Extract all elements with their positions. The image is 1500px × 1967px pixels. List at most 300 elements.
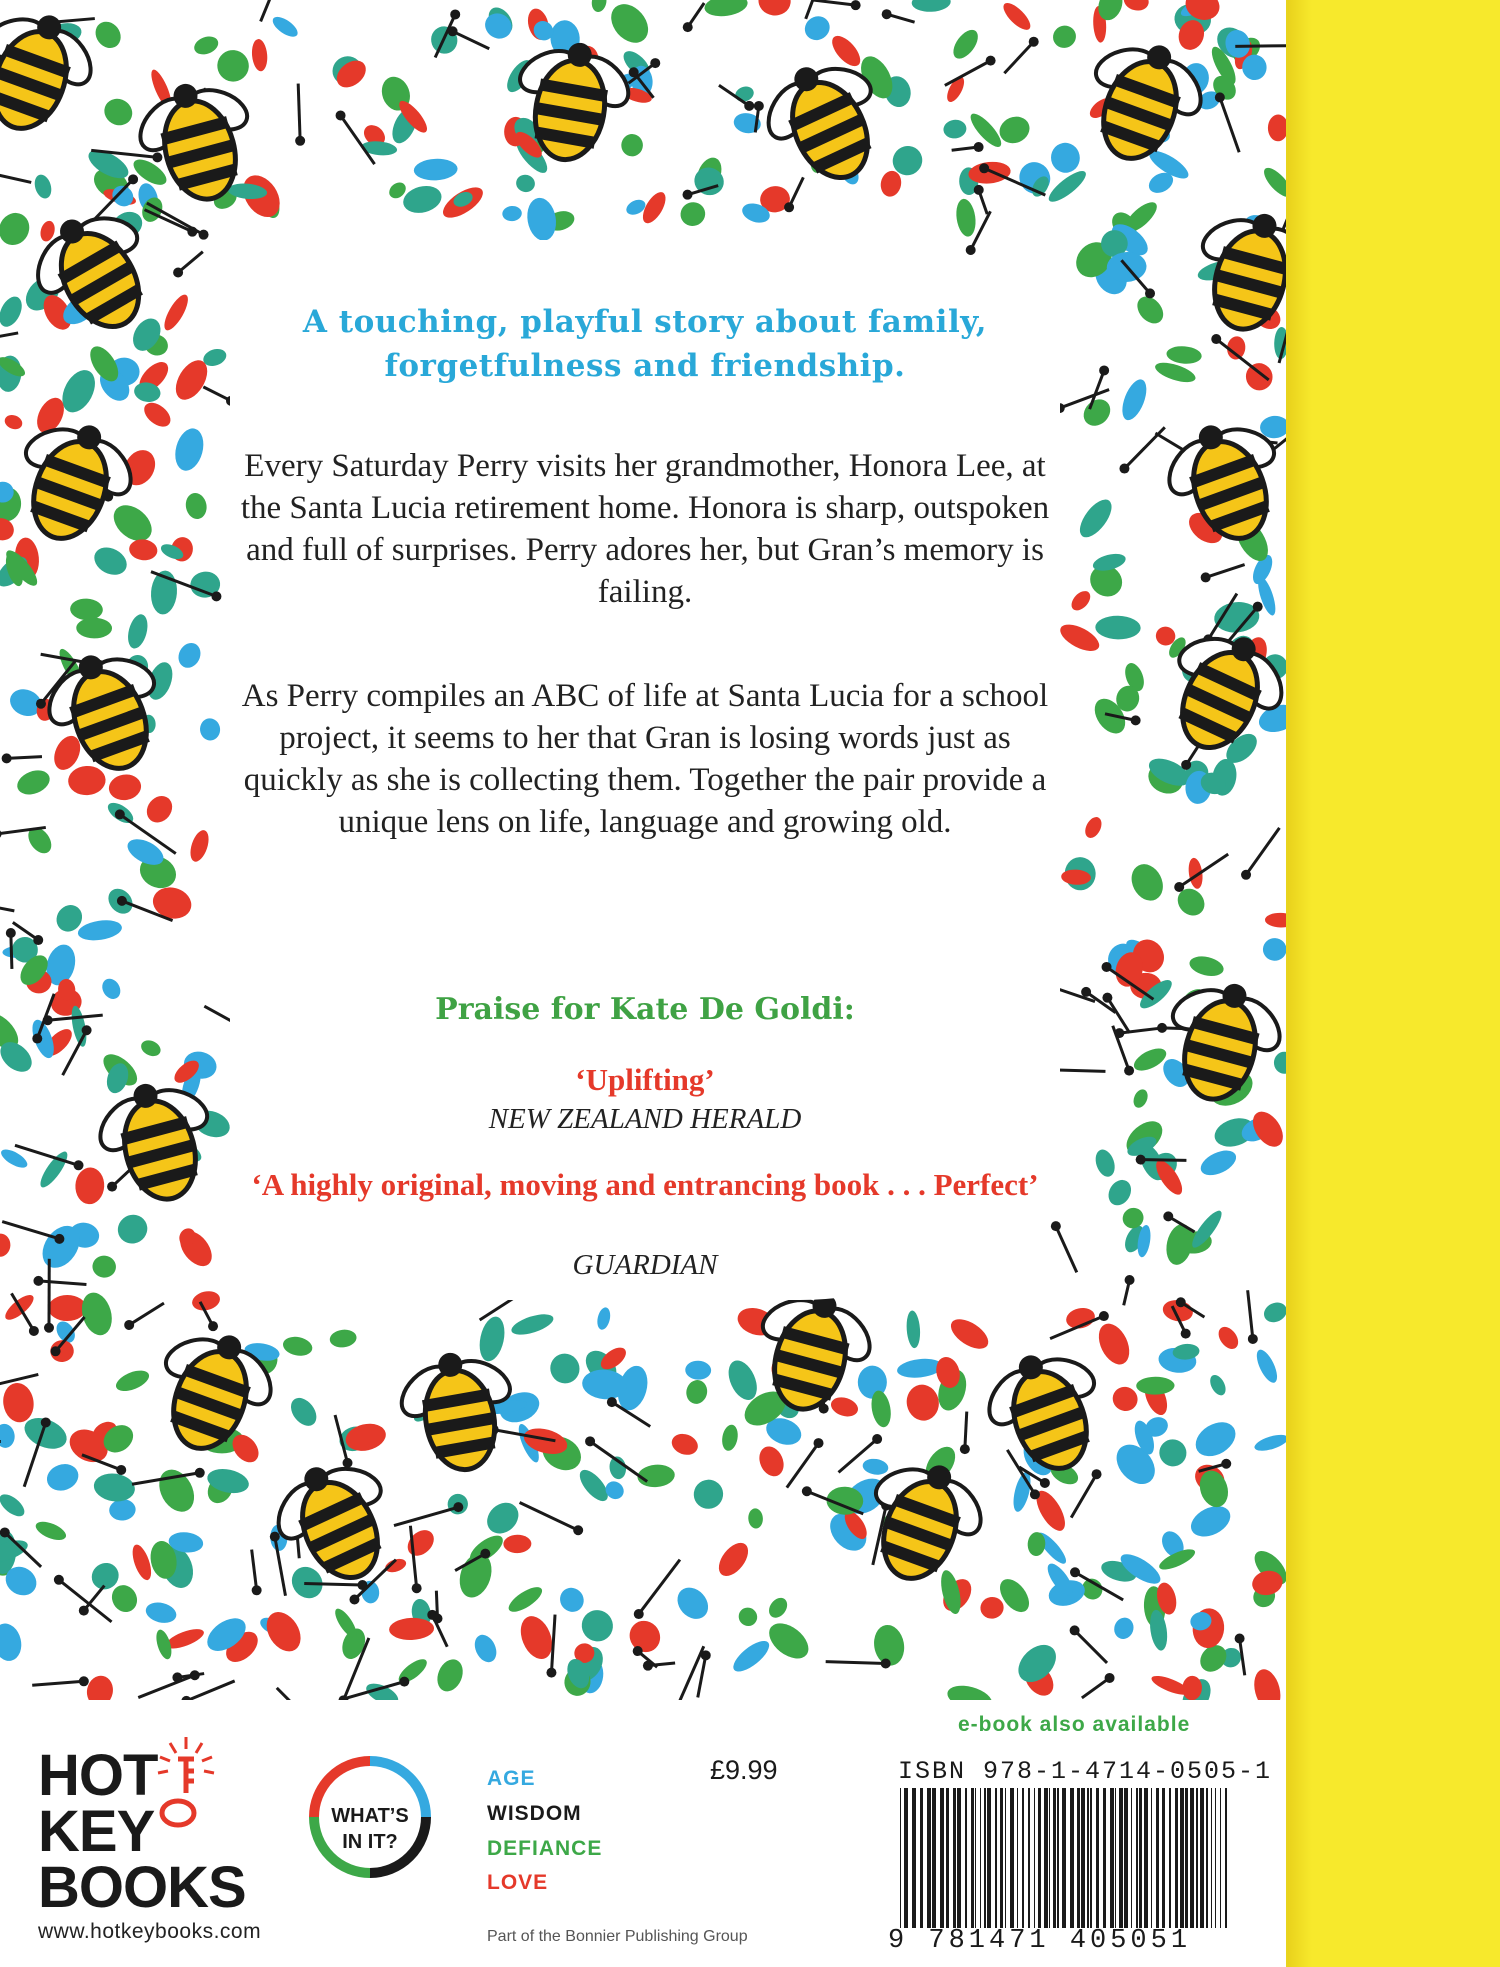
ink-dot (1102, 993, 1112, 1003)
ink-stick (0, 902, 14, 911)
color-dot (689, 1475, 728, 1514)
color-dot (763, 1616, 815, 1665)
color-dot (621, 133, 644, 157)
barcode-bar (1090, 1788, 1092, 1928)
ink-dot (6, 928, 16, 938)
ink-dot (683, 22, 693, 32)
ink-dot (1201, 572, 1211, 582)
barcode-bar (1110, 1788, 1114, 1928)
color-dot (946, 1313, 993, 1354)
color-dot (281, 1334, 314, 1358)
ink-dot (54, 1234, 64, 1244)
color-dot (827, 31, 865, 71)
color-dot (1262, 937, 1286, 961)
ink-dot (453, 1502, 463, 1512)
ink-dot (107, 1182, 117, 1192)
color-dot (125, 612, 151, 650)
ink-dot (124, 1320, 134, 1330)
ink-dot (349, 1594, 359, 1604)
barcode-bar (1124, 1788, 1128, 1928)
ink-dot (1211, 334, 1221, 344)
color-dot (1253, 1347, 1281, 1386)
color-dot (90, 17, 125, 53)
color-dot (139, 1037, 164, 1059)
color-dot (1166, 345, 1203, 365)
ink-dot (1102, 962, 1112, 972)
ink-dot (1070, 1567, 1080, 1577)
ink-stick (186, 1681, 234, 1700)
color-dot (1095, 615, 1141, 640)
ink-dot (195, 1468, 205, 1478)
color-dot (184, 491, 209, 521)
ink-stick (1246, 828, 1279, 875)
ink-dot (295, 136, 305, 146)
color-dot (76, 917, 123, 943)
ink-stick (394, 1507, 458, 1525)
ink-dot (115, 809, 125, 819)
barcode-bar (1017, 1788, 1018, 1928)
color-dot (546, 1349, 584, 1388)
color-dot (129, 1542, 155, 1582)
ink-dot (1051, 1221, 1061, 1231)
ink-dot (851, 0, 861, 10)
barcode-bar (932, 1788, 936, 1928)
barcode-bar (1175, 1788, 1178, 1928)
color-dot (286, 1393, 322, 1431)
barcode-bar (1057, 1788, 1059, 1928)
ink-stick (1179, 854, 1228, 887)
barcode-bar (1131, 1788, 1132, 1928)
color-dot (637, 1463, 676, 1488)
color-dot (1215, 1323, 1243, 1352)
color-dot (1186, 1500, 1235, 1543)
whats-in-it-label: WHAT’S IN IT? (331, 1805, 409, 1853)
ink-dot (607, 1397, 617, 1407)
ink-stick (1119, 1028, 1159, 1033)
ink-dot (979, 163, 989, 173)
ink-dot (336, 110, 346, 120)
barcode-bar (1196, 1788, 1198, 1928)
color-dot (187, 828, 212, 864)
color-dot (383, 1556, 407, 1574)
publisher-website: www.hotkeybooks.com (38, 1920, 262, 1943)
color-dot (1126, 859, 1169, 906)
barcode-bar (1077, 1788, 1080, 1928)
ink-dot (33, 935, 43, 945)
color-dot (67, 765, 106, 796)
ink-dot (986, 56, 996, 66)
ink-dot (1215, 92, 1225, 102)
barcode-bar (1053, 1788, 1056, 1928)
barcode-bar (1119, 1788, 1123, 1928)
ink-dot (1081, 987, 1091, 997)
color-dot (48, 1295, 86, 1321)
ink-dot (960, 1444, 970, 1454)
bee-icon (1064, 25, 1223, 179)
color-dot (624, 1615, 667, 1658)
ink-dot (181, 1696, 191, 1700)
barcode-bar (1215, 1788, 1216, 1928)
color-dot (1250, 1666, 1285, 1700)
color-dot (1122, 0, 1151, 13)
color-dot (1261, 1299, 1286, 1326)
ink-dot (1145, 288, 1155, 298)
ink-dot (1248, 1334, 1258, 1344)
ink-dot (1070, 1625, 1080, 1635)
barcode-bar (971, 1788, 974, 1928)
ink-dot (173, 267, 183, 277)
ink-dot (974, 142, 984, 152)
barcode-bar (1038, 1788, 1041, 1928)
ink-dot (1124, 1066, 1134, 1076)
barcode-bar (953, 1788, 956, 1928)
ink-stick (1004, 42, 1033, 74)
ink-stick (0, 173, 31, 183)
color-dot (735, 1604, 761, 1630)
color-dot (1260, 164, 1286, 201)
color-dot (99, 975, 124, 1002)
ink-dot (974, 185, 984, 195)
color-dot (879, 169, 904, 198)
bee-icon (254, 1442, 418, 1602)
color-dot (1189, 1415, 1241, 1463)
color-dot (1274, 1051, 1286, 1074)
barcode-bar (927, 1788, 931, 1928)
color-dot (84, 1673, 116, 1700)
ink-dot (1040, 1478, 1050, 1488)
ink-stick (1206, 565, 1245, 578)
color-dot (1188, 953, 1226, 979)
barcode-bar (995, 1788, 997, 1928)
color-dot (70, 598, 104, 621)
barcode-bar (1156, 1788, 1159, 1928)
color-dot (0, 293, 26, 330)
barcode-bar (965, 1788, 967, 1928)
color-dot (905, 1310, 921, 1348)
barcode-bar (984, 1788, 986, 1928)
ink-stick (520, 1502, 579, 1530)
color-dot (92, 1471, 137, 1504)
ink-dot (412, 1583, 422, 1593)
ink-stick (1141, 1160, 1187, 1161)
color-dot (505, 1583, 546, 1617)
ink-stick (138, 1675, 195, 1697)
barcode-icon (898, 1788, 1234, 1930)
ink-dot (1174, 882, 1184, 892)
barcode-bar (980, 1788, 981, 1928)
barcode-bar (1211, 1788, 1212, 1928)
color-dot (149, 883, 194, 923)
ink-dot (199, 230, 209, 240)
barcode-bar (1190, 1788, 1194, 1928)
color-dot (1048, 140, 1082, 175)
color-dot (514, 173, 536, 194)
color-dot (171, 425, 208, 474)
barcode-bar (1096, 1788, 1099, 1928)
ink-stick (826, 1662, 886, 1664)
color-dot (43, 1460, 82, 1495)
barcode-bar (1200, 1788, 1204, 1928)
ink-dot (881, 1658, 891, 1668)
color-dot (713, 1538, 754, 1582)
ink-dot (480, 1549, 490, 1559)
color-dot (999, 0, 1034, 34)
barcode-bar (1034, 1788, 1035, 1928)
barcode-bar (1136, 1788, 1138, 1928)
color-dot (1, 1381, 37, 1424)
barcode-bar (904, 1788, 908, 1928)
color-dot (91, 1254, 117, 1279)
ink-stick (298, 84, 300, 141)
ink-stick (965, 1412, 967, 1450)
color-dot (480, 8, 516, 43)
color-dot (1207, 1372, 1229, 1398)
barcode-bar (1115, 1788, 1116, 1928)
ink-dot (1114, 1028, 1124, 1038)
ink-stick (32, 1681, 84, 1685)
color-dot (954, 198, 978, 238)
ink-stick (0, 1441, 1, 1442)
ink-stick (7, 757, 42, 759)
ink-stick (1075, 1630, 1107, 1663)
color-dot (74, 1167, 105, 1205)
bee-icon (134, 1315, 293, 1469)
ink-dot (128, 174, 138, 184)
ink-dot (116, 1465, 126, 1475)
ink-dot (343, 1458, 353, 1468)
barcode-bar (1139, 1788, 1142, 1928)
ink-stick (813, 0, 856, 5)
ink-dot (270, 1532, 280, 1542)
color-dot (765, 1594, 791, 1621)
color-dot (113, 1366, 152, 1395)
ink-dot (79, 1676, 89, 1686)
ink-stick (1248, 1290, 1253, 1339)
ink-dot (33, 1276, 43, 1286)
color-dot (128, 538, 159, 562)
key-icon (148, 1735, 218, 1845)
color-dot (0, 1422, 16, 1449)
review-source: GUARDIAN (572, 1249, 718, 1281)
ink-dot (1125, 1275, 1135, 1285)
color-dot (260, 1606, 308, 1658)
color-dot (604, 0, 656, 50)
color-dot (129, 155, 170, 190)
color-dot (979, 1595, 1006, 1620)
barcode-bar (1081, 1788, 1085, 1928)
ink-dot (74, 1160, 84, 1170)
color-dot (108, 1498, 136, 1521)
review-quote: ‘Uplifting’ (575, 1062, 715, 1097)
ink-dot (211, 591, 221, 601)
color-dot (1049, 22, 1079, 52)
ink-dot (1099, 1311, 1109, 1321)
ink-dot (82, 1025, 92, 1035)
barcode-digits: 9 781471 405051 (888, 1926, 1192, 1956)
color-dot (942, 118, 967, 139)
ink-dot (450, 9, 460, 19)
ink-dot (427, 1610, 437, 1620)
ink-dot (51, 1346, 61, 1356)
barcode-bar (1087, 1788, 1089, 1928)
ebook-note: e-book also available (958, 1713, 1191, 1736)
barcode-bar (1010, 1788, 1014, 1928)
ink-dot (1092, 1469, 1102, 1479)
whats-in-it-item: LOVE (487, 1871, 549, 1894)
color-dot (1265, 912, 1286, 927)
color-dot (152, 1464, 201, 1518)
ink-dot (1221, 1459, 1231, 1469)
color-dot (904, 1382, 942, 1424)
ink-dot (966, 245, 976, 255)
color-dot (413, 158, 458, 182)
barcode-bar (1022, 1788, 1024, 1928)
color-dot (471, 1631, 501, 1665)
ink-stick (38, 1281, 86, 1285)
color-dot (502, 205, 523, 222)
color-dot (1093, 1319, 1136, 1370)
ink-dot (117, 896, 127, 906)
color-dot (403, 1525, 439, 1561)
color-dot (677, 199, 708, 229)
ink-dot (152, 152, 162, 162)
color-dot (1082, 814, 1105, 840)
blurb-paragraph-2: As Perry compiles an ABC of life at Santa Lucia for a school project, it seems to her that Gran is losing words just as quickly as she is collecting them. Together the pair provide a unique lens on life, language and growing old. (241, 678, 1049, 840)
review-quote: ‘A highly original, moving and entrancing book . . . Perfect’ (251, 1167, 1039, 1202)
bee-icon (0, 0, 112, 148)
whats-in-it-item: DEFIANCE (487, 1837, 603, 1860)
barcode-bar (1151, 1788, 1152, 1928)
ink-dot (683, 190, 693, 200)
barcode-bar (900, 1788, 901, 1928)
color-dot (107, 772, 143, 802)
color-dot (575, 1604, 619, 1648)
color-dot (949, 26, 983, 63)
ink-stick (1082, 1678, 1110, 1698)
barcode-bar (1225, 1788, 1227, 1928)
color-dot (99, 94, 137, 131)
ink-stick (1220, 97, 1239, 152)
color-dot (1268, 114, 1286, 141)
ink-stick (11, 933, 12, 969)
color-dot (748, 1508, 764, 1529)
color-dot (1068, 588, 1094, 614)
isbn: ISBN 978-1-4714-0505-1 (898, 1757, 1273, 1786)
color-dot (524, 196, 559, 243)
barcode-bar (1049, 1788, 1050, 1928)
color-dot (331, 1606, 360, 1641)
ink-dot (1181, 760, 1191, 770)
color-dot (503, 1534, 531, 1553)
ink-stick (0, 333, 18, 345)
ink-dot (208, 1321, 218, 1331)
publishing-group: Part of the Bonnier Publishing Group (487, 1928, 748, 1945)
color-dot (829, 1394, 861, 1419)
ink-dot (79, 1606, 89, 1616)
color-dot (945, 1681, 995, 1700)
ink-dot (1030, 1489, 1040, 1499)
ink-stick (453, 31, 490, 48)
color-dot (1131, 1087, 1150, 1110)
color-dot (1092, 1147, 1118, 1179)
barcode-bar (1180, 1788, 1184, 1928)
ink-stick (806, 0, 818, 19)
ink-dot (399, 1677, 409, 1687)
ink-dot (546, 1668, 556, 1678)
ink-stick (252, 1550, 257, 1591)
color-dot (476, 1314, 508, 1363)
ink-dot (1136, 1155, 1146, 1165)
color-dot (0, 1621, 25, 1664)
ink-stick (698, 1655, 706, 1697)
color-dot (555, 1583, 588, 1617)
ink-dot (1176, 1297, 1186, 1307)
barcode-bar (912, 1788, 916, 1928)
tagline: A touching, playful story about family, forgetfulness and friendship. (302, 304, 988, 384)
ink-stick (1107, 998, 1129, 1033)
ink-stick (304, 1583, 362, 1585)
ink-dot (744, 101, 754, 111)
ink-dot (1099, 365, 1109, 375)
review-source: NEW ZEALAND HERALD (488, 1103, 802, 1135)
ink-dot (1029, 37, 1039, 47)
color-dot (995, 112, 1033, 148)
ink-dot (1105, 1673, 1115, 1683)
ink-dot (1163, 1211, 1173, 1221)
ink-stick (551, 1615, 555, 1673)
ink-dot (29, 1326, 39, 1336)
barcode-bar (920, 1788, 923, 1928)
logo-line: KEY (38, 1799, 155, 1864)
color-dot (0, 1490, 28, 1520)
ink-dot (634, 1609, 644, 1619)
ink-stick (2, 1222, 59, 1239)
barcode-bar (987, 1788, 991, 1928)
color-dot (755, 1443, 788, 1480)
logo-line: HOT (38, 1743, 158, 1808)
barcode-bar (1062, 1788, 1066, 1928)
ink-dot (32, 1034, 42, 1044)
color-dot (703, 0, 749, 19)
color-dot (685, 1360, 712, 1380)
barcode-bar (946, 1788, 949, 1928)
color-dot (400, 182, 444, 217)
ink-dot (784, 202, 794, 212)
color-dot (140, 398, 175, 431)
barcode-bar (1070, 1788, 1074, 1928)
barcode-bar (1144, 1788, 1148, 1928)
ink-dot (36, 699, 46, 709)
ink-dot (41, 1417, 51, 1427)
color-dot (211, 44, 255, 88)
color-dot (911, 0, 951, 13)
ink-dot (573, 1525, 583, 1535)
ink-dot (252, 1585, 262, 1595)
color-dot (270, 13, 301, 40)
ink-dot (802, 1486, 812, 1496)
color-dot (729, 1636, 774, 1677)
ink-dot (172, 1672, 182, 1682)
color-dot (454, 1549, 497, 1601)
ink-dot (0, 1527, 10, 1537)
color-dot (1111, 1615, 1136, 1642)
barcode-bar (1103, 1788, 1106, 1928)
ink-dot (1131, 715, 1141, 725)
color-dot (363, 1679, 401, 1700)
ink-dot (44, 1323, 54, 1333)
color-dot (757, 0, 793, 17)
color-dot (174, 1225, 218, 1272)
